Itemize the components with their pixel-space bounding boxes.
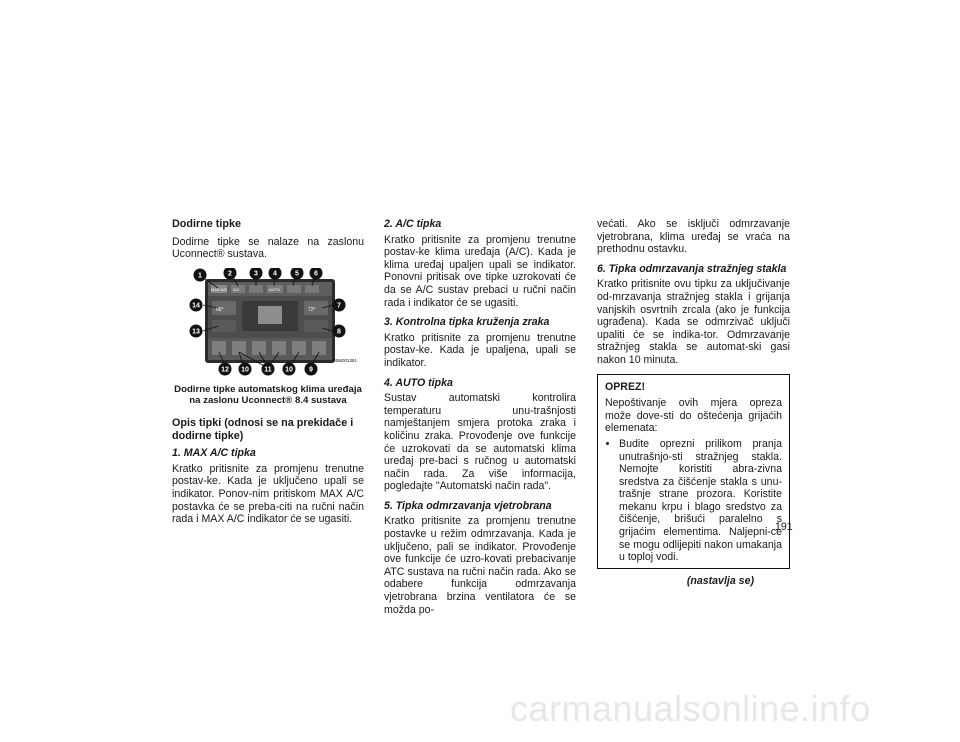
item-4-title: 4. AUTO tipka [384,376,453,389]
item-6-title: 6. Tipka odmrzavanja stražnjeg stakla [597,262,787,275]
item-5-text: Kratko pritisnite za promjenu trenutne postavke u režim odmrzavanja. Kada je uključeno, pali se indikator. Provođenje ove funkcije će uzro-kovati prebacivanje ATC sustava na ručni način rada. Ako se odabere funkcija odmrzavanja vjetrobrana brzina ventilatora će se možda po- [384,515,576,616]
callout-2: 2 [228,270,232,278]
item-5-title: 5. Tipka odmrzavanja vjetrobrana [384,499,552,512]
caution-intro: Nepoštivanje ovih mjera opreza može dove-sti do oštećenja grijaćih elemenata: [605,397,782,435]
mode-key-2 [252,341,266,355]
left-temp-arrow [212,320,236,332]
ac-screen-label: A/C [233,286,240,292]
callout-10-right: 10 [285,366,293,374]
figure-caption: Dodirne tipke automatskog klima uređaja na zaslonu Uconnect® 8.4 sustava [174,383,362,407]
climate-touchscreen-figure [172,268,364,378]
right-temp-arrow [304,320,328,332]
front-defrost-key [287,285,301,293]
column-right [597,218,790,587]
page-number: 191 [775,521,793,533]
column-left [172,218,364,533]
rear-defrost-key [305,285,319,293]
caution-list [605,438,782,564]
caution-box [597,374,790,569]
column-middle [384,218,576,623]
callout-11: 11 [264,366,272,374]
item-3-text: Kratko pritisnite za promjenu trenutne postav-ke. Kada je upaljena, upali se indikator. [384,331,576,369]
recirc-key [249,285,263,293]
max-ac-screen-label: MAX A/C [211,286,228,292]
description-heading: Opis tipki (odnosi se na prekidače i dodirne tipke) [172,416,354,442]
callout-10-left: 10 [241,366,249,374]
touchscreen-illustration [172,268,364,378]
watermark-text: carmanualsonline.info [510,694,871,729]
occupant-icon [258,306,282,324]
figure-code: 0456001381 [332,357,358,363]
item-1-title: 1. MAX A/C tipka [172,447,256,460]
mode-key-3 [272,341,286,355]
callout-7: 7 [337,302,341,310]
continued-note: (nastavlja se) [686,574,754,587]
callout-13: 13 [192,328,200,336]
callout-3: 3 [254,270,258,278]
callout-8: 8 [337,328,341,336]
continued-paragraph: većati. Ako se isključi odmrzavanje vjetrobrana, klima uređaj se vraća na prethodnu ostavku. [597,218,790,256]
callout-4: 4 [273,270,277,278]
callout-14: 14 [192,302,200,310]
intro-paragraph: Dodirne tipke se nalaze na zaslonu Uconnect® sustava. [172,235,364,261]
mode-key-4 [292,341,306,355]
item-2-text: Kratko pritisnite za promjenu trenutne postav-ke klima uređaja (A/C). Kada je klima uređaj upaljen upali se indikator. Ponovni pritisak ove tipke uzrokovati će da se A/C sustav prebaci u ručni način rada i indikator će se ugasiti. [384,233,576,309]
caution-bullet: • Budite oprezni prilikom pranja unutrašnjo-sti stražnjeg stakla. Nemojte koristiti abra-zivna sredstva za čišćenje stakla s unu-trašnje strane prozora. Koristite mekanu krpu i blago sredstvo za čišćenje, brišući paralelno s grijaćim elementima. Naljepni-ce se mogu odlijepiti nakon umakanja u toploj vodi. [619,438,782,564]
callout-1: 1 [198,272,202,280]
watermark [0,694,960,742]
callout-12: 12 [221,366,229,374]
item-1-text: Kratko pritisnite za promjenu trenutne postav-ke. Kada je uključeno upali se indikator. Ponov-nim pritiskom MAX A/C postavka će se preba-citi na ručni način rada i MAX A/C indikator će se ugasiti. [172,462,364,526]
callout-6: 6 [314,270,318,278]
right-temp-label: 72° [308,306,316,313]
item-2-title: 2. A/C tipka [384,218,442,230]
callout-9: 9 [309,366,313,374]
item-6-text: Kratko pritisnite ovu tipku za uključivanje od-mrzavanja stražnjeg stakla i grijanja vanjskih osvrtnih zrcala (ako je funkcija ugrađena). Kada se odmrzivač uključi upaliti će se indika-tor. Odmrzavanje stražnjeg stakla se automat-ski gasi nakon 10 minuta. [597,278,790,366]
left-temp-label: 66° [216,306,224,313]
seat-heat-right-key [312,341,326,355]
callout-5: 5 [295,270,299,278]
caution-title: OPREZ! [605,380,646,393]
section-heading: Dodirne tipke [172,218,241,230]
auto-screen-label: AUTO [269,286,281,292]
item-4-text: Sustav automatski kontrolira temperaturu unu-trašnjosti namještanjem smjera protoka zraka i količinu zraka. Provođenje ove funkcije će uzrokovati da se automatski klima uređaj pre-baci s ručnog u automatski način rada. Za više informacija, pogledajte "Automatski način rada". [384,392,576,493]
item-3-title: 3. Kontrolna tipka kruženja zraka [384,316,550,329]
